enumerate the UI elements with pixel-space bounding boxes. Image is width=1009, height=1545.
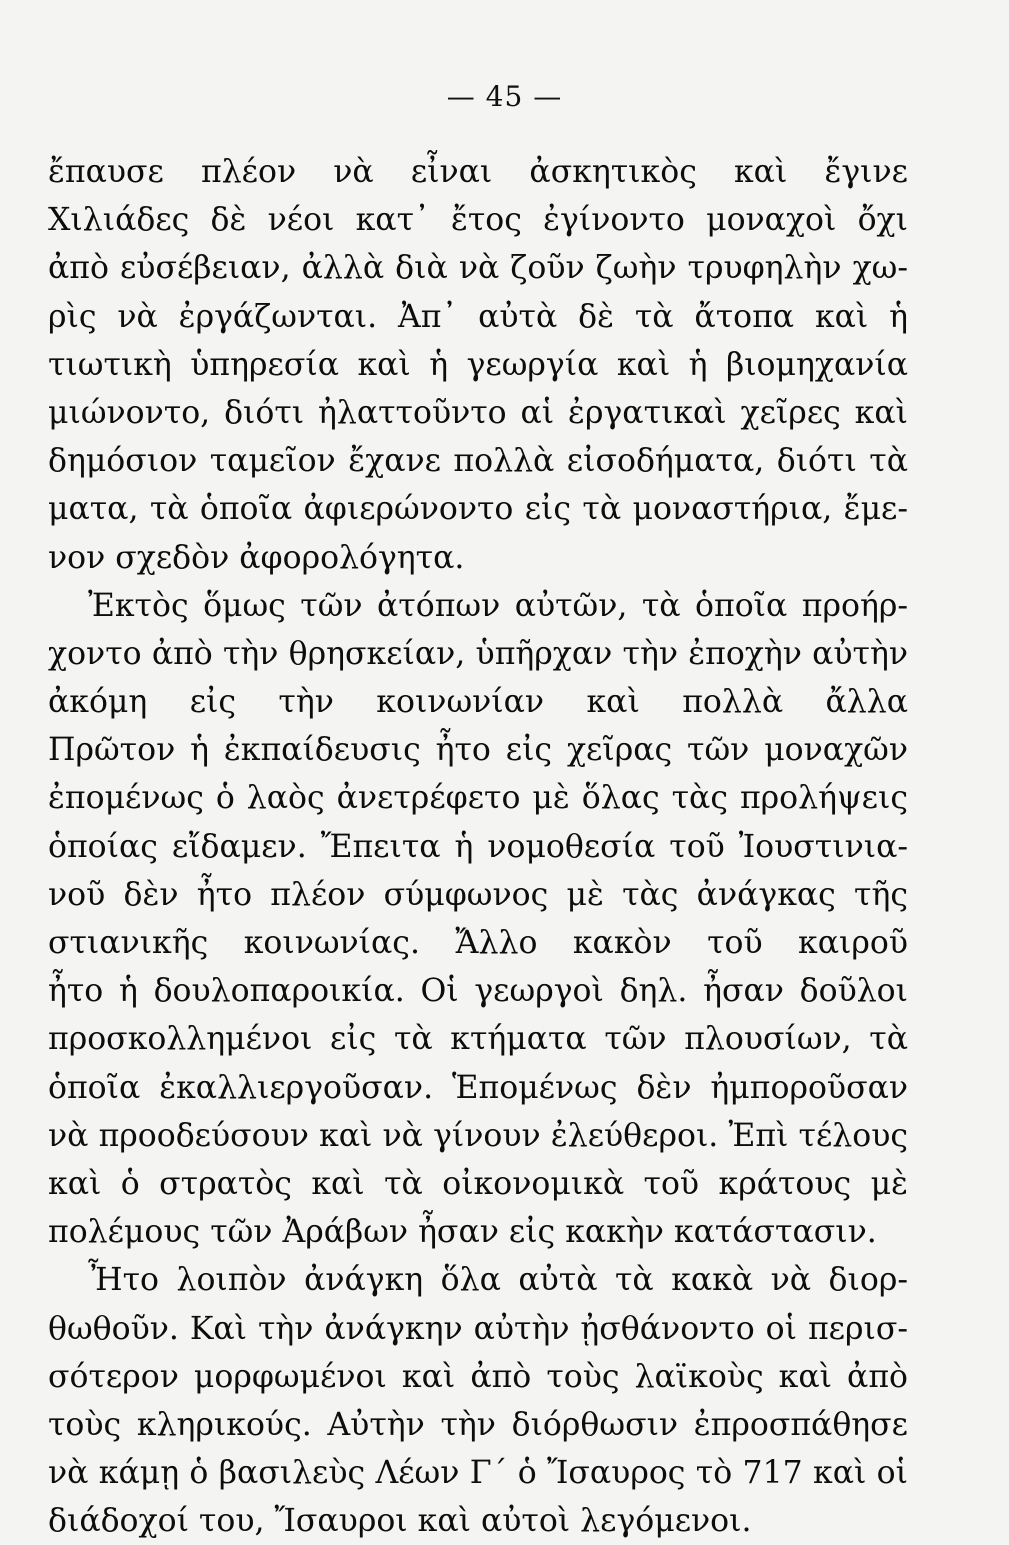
text-line: προσκολλημένοι εἰς τὰ κτήματα τῶν πλουσίων, τὰ <box>48 1021 908 1058</box>
text-line: πολέμους τῶν Ἀράβων ἦσαν εἰς κακὴν κατάστασιν. <box>48 1214 877 1251</box>
text-line: Ἐκτὸς ὅμως τῶν ἀτόπων αὐτῶν, τὰ ὁποῖα προήρ- <box>88 587 908 624</box>
text-line: καὶ ὁ στρατὸς καὶ τὰ οἰκονομικὰ τοῦ κράτους μὲ <box>48 1165 908 1202</box>
text-line: στιανικῆς κοινωνίας. Ἄλλο κακὸν τοῦ καιροῦ <box>48 925 908 961</box>
text-line: ὁποῖα ἐκαλλιεργοῦσαν. Ἑπομένως δὲν ἠμποροῦσαν <box>48 1069 908 1106</box>
text-line: ὁποίας εἴδαμεν. Ἔπειτα ἡ νομοθεσία τοῦ Ἰουστινια- <box>48 828 908 865</box>
text-line: ἐπομένως ὁ λαὸς ἀνετρέφετο μὲ ὅλας τὰς προλήψεις <box>48 780 908 817</box>
text-line: μιώνοντο, διότι ἠλαττοῦντο αἱ ἐργατικαὶ χεῖρες καὶ <box>48 394 908 431</box>
text-line: θωθοῦν. Καὶ τὴν ἀνάγκην αὐτὴν ᾐσθάνοντο οἱ περισ- <box>48 1310 908 1347</box>
text-line: διάδοχοί του, Ἴσαυροι καὶ αὐτοὶ λεγόμενοι. <box>48 1503 752 1540</box>
text-line: νοῦ δὲν ἦτο πλέον σύμφωνος μὲ τὰς ἀνάγκας τῆς <box>48 876 908 913</box>
text-line: Πρῶτον ἡ ἐκπαίδευσις ἦτο εἰς χεῖρας τῶν μοναχῶν <box>48 732 908 769</box>
body-text <box>48 148 908 1545</box>
text-line: σότερον μορφωμένοι καὶ ἀπὸ τοὺς λαϊκοὺς καὶ ἀπὸ <box>48 1358 908 1395</box>
text-line: δημόσιον ταμεῖον ἔχανε πολλὰ εἰσοδήματα, διότι τὰ <box>48 443 908 480</box>
text-line: νὰ προοδεύσουν καὶ νὰ γίνουν ἐλεύθεροι. Ἐπὶ τέλους <box>48 1117 908 1154</box>
text-line: τοὺς κληρικούς. Αὐτὴν τὴν διόρθωσιν ἐπροσπάθησε <box>48 1406 908 1443</box>
text-line: ματα, τὰ ὁποῖα ἀφιερώνοντο εἰς τὰ μοναστήρια, ἔμε- <box>48 491 908 528</box>
page-number: — 45 — <box>446 80 563 113</box>
text-line: νὰ κάμῃ ὁ βασιλεὺς Λέων Γ´ ὁ Ἴσαυρος τὸ 717 καὶ οἱ <box>48 1455 908 1492</box>
text-line: τιωτικὴ ὑπηρεσία καὶ ἡ γεωργία καὶ ἡ βιομηχανία <box>48 346 908 383</box>
text-line: ἀπὸ εὐσέβειαν, ἀλλὰ διὰ νὰ ζοῦν ζωὴν τρυφηλὴν χω- <box>48 250 908 287</box>
text-line: ἀκόμη εἰς τὴν κοινωνίαν καὶ πολλὰ ἄλλα <box>48 684 908 721</box>
text-line: ἦτο ἡ δουλοπαροικία. Οἱ γεωργοὶ δηλ. ἦσαν δοῦλοι <box>48 973 908 1010</box>
text-line: ρὶς νὰ ἐργάζωνται. Ἀπ᾿ αὐτὰ δὲ τὰ ἄτοπα καὶ ἡ <box>48 298 908 335</box>
text-line: ἔπαυσε πλέον νὰ εἶναι ἀσκητικὸς καὶ ἔγινε <box>48 154 908 190</box>
text-line: Ἦτο λοιπὸν ἀνάγκη ὅλα αὐτὰ τὰ κακὰ νὰ διορ- <box>88 1262 908 1299</box>
text-line: νον σχεδὸν ἀφορολόγητα. <box>48 539 465 576</box>
text-line: χοντο ἀπὸ τὴν θρησκείαν, ὑπῆρχαν τὴν ἐποχὴν αὐτὴν <box>48 635 908 672</box>
text-line: Χιλιάδες δὲ νέοι κατ᾿ ἔτος ἐγίνοντο μοναχοὶ ὄχι <box>48 202 908 239</box>
